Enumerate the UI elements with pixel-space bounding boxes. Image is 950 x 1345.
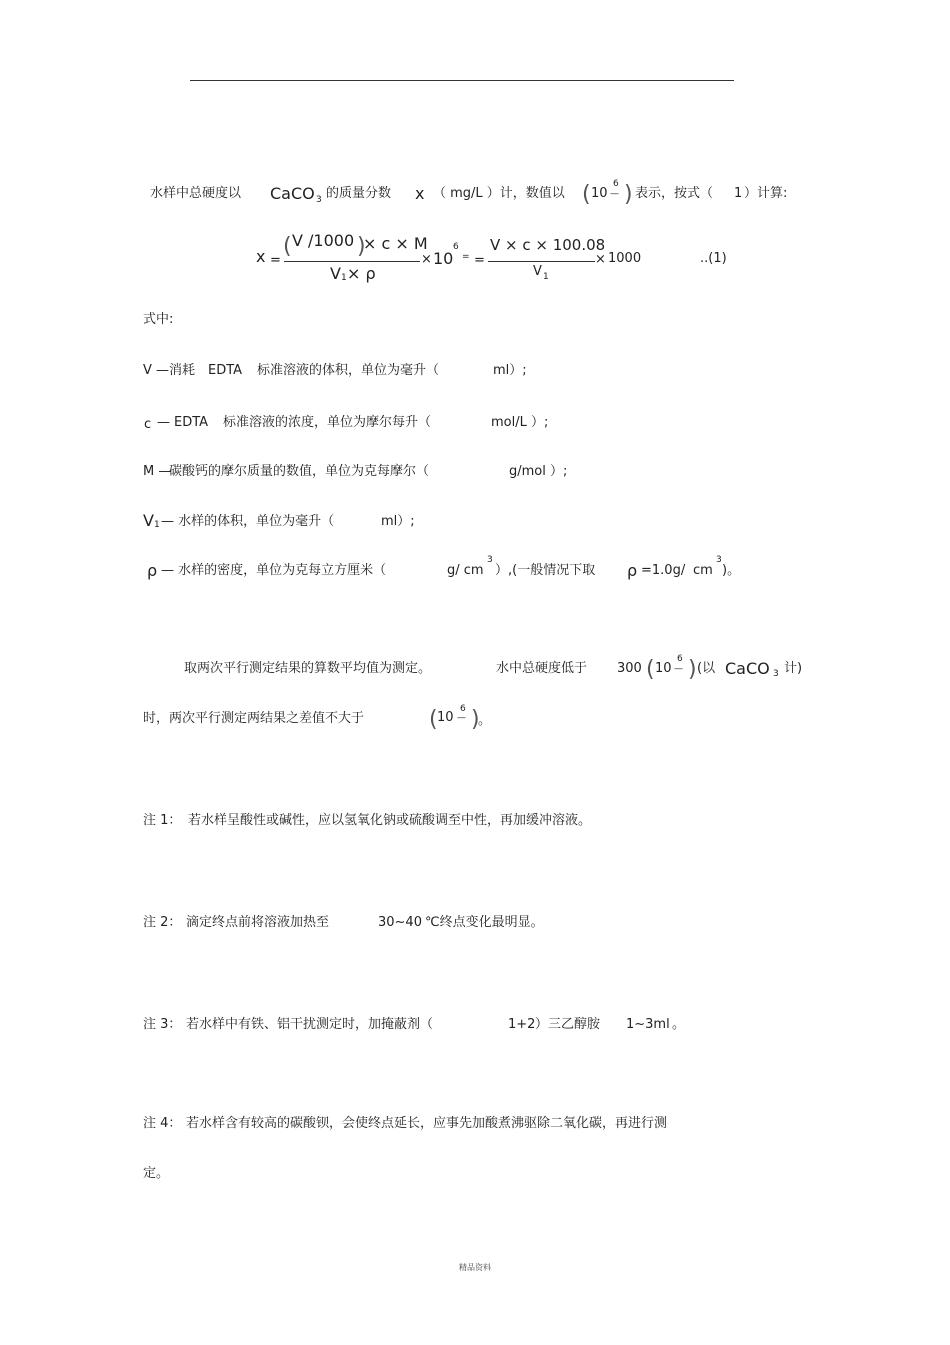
para2-minus: — bbox=[457, 713, 466, 723]
mass-fraction-text: 的质量分数 bbox=[326, 186, 392, 201]
para2-paren-close: ) bbox=[471, 707, 480, 732]
note-2-text: 滴定终点前将溶液加热至 bbox=[186, 915, 330, 930]
formula-denominator-rho: × ρ bbox=[347, 264, 376, 283]
def-rho-unit: g/ cm bbox=[447, 563, 484, 578]
formula-times-2: × bbox=[595, 252, 606, 267]
formula-equals-1: = bbox=[270, 253, 281, 268]
note-4-continuation: 定。 bbox=[143, 1166, 170, 1181]
formula-ten-exponent: 6 bbox=[453, 242, 459, 252]
def-rho-text: — 水样的密度，单位为克每立方厘米（ bbox=[161, 563, 387, 578]
note-2-tail: ℃终点变化最明显。 bbox=[425, 915, 544, 930]
note-4-text: 若水样含有较高的碳酸钡，会使终点延长，应事先加酸煮沸驱除二氧化碳，再进行测 bbox=[186, 1116, 668, 1131]
note-3-label: 注 3： bbox=[143, 1017, 182, 1032]
para2-text: 时，两次平行测定两结果之差值不大于 bbox=[143, 711, 365, 726]
x-symbol: x bbox=[415, 184, 425, 203]
formula-numerator-1b: × c × M bbox=[363, 234, 428, 253]
def-m-text: 碳酸钙的摩尔质量的数值，单位为克每摩尔（ bbox=[169, 464, 430, 479]
def-m-symbol: M — bbox=[143, 464, 172, 479]
note-3-amount: 1~3ml bbox=[626, 1017, 670, 1032]
def-m-unit: g/mol ）; bbox=[509, 464, 568, 479]
para1-text-a: 取两次平行测定结果的算数平均值为测定。 bbox=[184, 661, 432, 676]
unit-text: （ mg/L ）计，数值以 bbox=[433, 186, 565, 201]
para1-minus: — bbox=[674, 664, 683, 674]
caco3-formula: CaCO bbox=[270, 184, 315, 203]
def-v1-symbol: V bbox=[143, 511, 154, 530]
minus-sign: — bbox=[610, 189, 619, 199]
formula-numerator-2: V × c × 100.08 bbox=[490, 236, 606, 254]
formula-paren-open: ( bbox=[283, 234, 292, 259]
para2-ten-exponent: 6 bbox=[460, 704, 466, 714]
def-v-symbol: V — bbox=[143, 363, 170, 378]
def-rho-unit-exp: 3 bbox=[487, 555, 493, 565]
page-footer: 精品资料 bbox=[459, 1263, 491, 1272]
formula-paren-close: ) bbox=[357, 234, 366, 259]
para1-text-c: (以 bbox=[697, 661, 716, 676]
fraction-bar-1 bbox=[284, 261, 420, 262]
note-3-ratio: 1+2 bbox=[508, 1017, 536, 1032]
para1-300: 300 bbox=[617, 661, 642, 676]
para1-caco3: CaCO bbox=[725, 659, 770, 678]
def-rho-cm: cm bbox=[693, 563, 713, 578]
def-c-edta: EDTA bbox=[174, 415, 209, 430]
note-4-label: 注 4： bbox=[143, 1116, 182, 1131]
note-3-text: 若水样中有铁、铝干扰测定时，加掩蔽剂（ bbox=[186, 1017, 434, 1032]
caco3-subscript: 3 bbox=[316, 195, 322, 205]
equation-ref: 1 bbox=[734, 186, 743, 201]
note-3-end: 。 bbox=[672, 1017, 686, 1032]
intro-lead: 水样中总硬度以 bbox=[150, 186, 242, 201]
formula-ten: 10 bbox=[433, 249, 454, 268]
formula-x: x bbox=[256, 247, 266, 266]
formula-equals-2: = bbox=[462, 252, 470, 262]
def-v1-text: — 水样的体积，单位为毫升（ bbox=[161, 514, 335, 529]
para1-ten-exponent: 6 bbox=[677, 654, 683, 664]
note-1-label: 注 1： bbox=[143, 813, 182, 828]
def-v-text: 标准溶液的体积，单位为毫升（ bbox=[257, 363, 440, 378]
paren-close: ) bbox=[624, 182, 633, 207]
para2-ten: 10 bbox=[437, 710, 454, 725]
para1-caco3-subscript: 3 bbox=[773, 669, 779, 679]
def-c-unit: mol/L ）; bbox=[491, 415, 549, 430]
def-rho-typical: ）,(一般情况下取 bbox=[495, 563, 596, 578]
def-c-text: 标准溶液的浓度，单位为摩尔每升（ bbox=[223, 415, 432, 430]
def-rho-cm-exp: 3 bbox=[716, 555, 722, 565]
def-v1-unit: ml）; bbox=[381, 514, 415, 529]
formula-denominator-v: V bbox=[330, 264, 341, 283]
note-2-range: 30~40 bbox=[378, 915, 422, 930]
para1-paren-close: ) bbox=[688, 657, 697, 682]
formula-denominator-2-sub: 1 bbox=[543, 272, 549, 282]
paren-open: ( bbox=[582, 182, 591, 207]
para1-paren-open: ( bbox=[646, 657, 655, 682]
def-v-a: 消耗 bbox=[169, 363, 196, 378]
para1-text-d: 计) bbox=[784, 661, 803, 676]
formula-label: ..(1) bbox=[700, 251, 727, 266]
intro-tail: 表示，按式（ bbox=[635, 186, 714, 201]
para1-text-b: 水中总硬度低于 bbox=[496, 661, 588, 676]
formula-times-1: × bbox=[421, 252, 432, 267]
para2-end: 。 bbox=[478, 713, 492, 728]
formula-equals-3: = bbox=[474, 253, 485, 268]
fraction-bar-2 bbox=[488, 261, 595, 262]
para1-ten: 10 bbox=[655, 661, 672, 676]
def-v-unit: ml）; bbox=[493, 363, 527, 378]
formula-numerator-1: V /1000 bbox=[292, 231, 355, 250]
note-2-label: 注 2： bbox=[143, 915, 182, 930]
def-rho-symbol: ρ bbox=[147, 561, 158, 580]
def-rho-symbol-2: ρ bbox=[627, 561, 638, 580]
note-1-text: 若水样呈酸性或碱性，应以氢氧化钠或硫酸调至中性，再加缓冲溶液。 bbox=[188, 813, 592, 828]
def-rho-value: =1.0g/ bbox=[641, 563, 686, 578]
def-c-symbol: c bbox=[144, 417, 152, 432]
def-v1-subscript: 1 bbox=[154, 520, 160, 530]
where-label: 式中: bbox=[143, 312, 174, 327]
ten-exponent: 6 bbox=[613, 179, 619, 189]
intro-tail-2: ）计算: bbox=[744, 186, 788, 201]
formula-denominator-sub: 1 bbox=[341, 273, 347, 283]
para2-paren-open: ( bbox=[429, 707, 438, 732]
formula-thousand: 1000 bbox=[608, 251, 642, 266]
def-c-dash: — bbox=[157, 415, 170, 430]
ten: 10 bbox=[591, 186, 608, 201]
note-3-mid: ）三乙醇胺 bbox=[535, 1017, 601, 1032]
def-rho-end: )。 bbox=[722, 563, 741, 578]
def-v-edta: EDTA bbox=[208, 363, 243, 378]
header-rule bbox=[190, 80, 734, 81]
formula-denominator-2-v: V bbox=[533, 264, 542, 279]
